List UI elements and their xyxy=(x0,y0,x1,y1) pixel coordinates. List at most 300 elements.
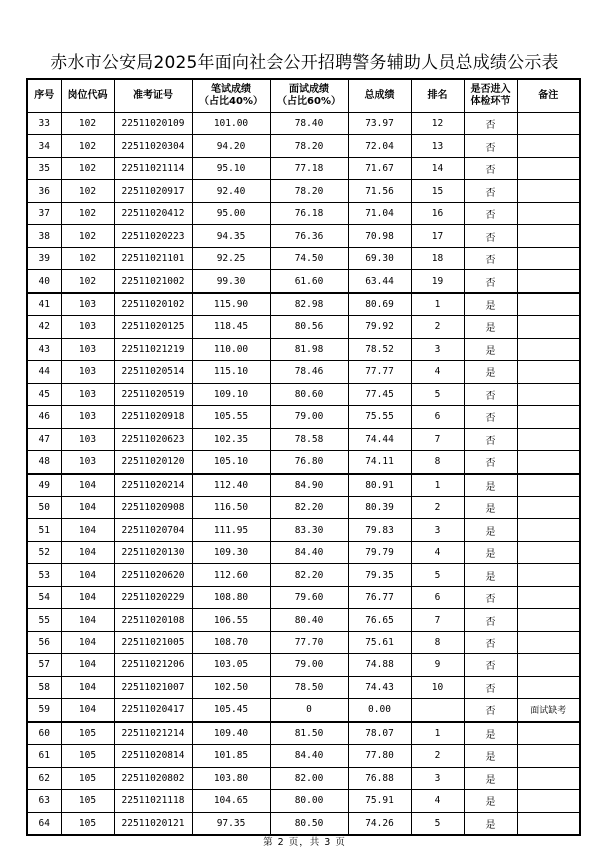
cell-post-code: 102 xyxy=(61,135,114,157)
cell-physical-exam: 否 xyxy=(464,135,517,157)
cell-serial: 37 xyxy=(27,202,61,224)
cell-physical-exam: 否 xyxy=(464,699,517,722)
table-row xyxy=(27,247,580,269)
cell-serial: 39 xyxy=(27,247,61,269)
cell-physical-exam: 否 xyxy=(464,631,517,653)
cell-interview-score: 78.40 xyxy=(270,113,348,135)
cell-physical-exam: 是 xyxy=(464,519,517,541)
cell-remarks xyxy=(517,383,580,405)
cell-ticket-number: 22511020620 xyxy=(114,564,192,586)
cell-ticket-number: 22511020918 xyxy=(114,406,192,428)
cell-ticket-number: 22511020125 xyxy=(114,316,192,338)
cell-interview-score: 76.18 xyxy=(270,202,348,224)
header-ticket-number: 准考证号 xyxy=(114,79,192,113)
cell-total-score: 79.79 xyxy=(348,541,411,563)
cell-total-score: 75.91 xyxy=(348,790,411,812)
table-row xyxy=(27,113,580,135)
cell-written-score: 111.95 xyxy=(192,519,270,541)
cell-serial: 62 xyxy=(27,767,61,789)
cell-serial: 59 xyxy=(27,699,61,722)
cell-total-score: 80.91 xyxy=(348,474,411,497)
cell-rank: 1 xyxy=(411,722,464,745)
cell-written-score: 106.55 xyxy=(192,609,270,631)
cell-interview-score: 80.50 xyxy=(270,812,348,835)
page-indicator: 第 2 页，共 3 页 xyxy=(263,837,346,848)
cell-remarks xyxy=(517,496,580,518)
table-row xyxy=(27,270,580,293)
cell-written-score: 110.00 xyxy=(192,338,270,360)
cell-ticket-number: 22511020109 xyxy=(114,113,192,135)
table-row xyxy=(27,745,580,767)
cell-remarks xyxy=(517,676,580,698)
cell-post-code: 103 xyxy=(61,406,114,428)
cell-ticket-number: 22511020214 xyxy=(114,474,192,497)
cell-serial: 61 xyxy=(27,745,61,767)
cell-rank: 15 xyxy=(411,180,464,202)
cell-ticket-number: 22511020519 xyxy=(114,383,192,405)
table-row xyxy=(27,722,580,745)
cell-physical-exam: 否 xyxy=(464,451,517,474)
cell-total-score: 78.07 xyxy=(348,722,411,745)
cell-interview-score: 0 xyxy=(270,699,348,722)
cell-interview-score: 80.40 xyxy=(270,609,348,631)
cell-ticket-number: 22511020802 xyxy=(114,767,192,789)
cell-rank: 4 xyxy=(411,361,464,383)
table-row xyxy=(27,338,580,360)
table-row xyxy=(27,293,580,316)
cell-physical-exam: 是 xyxy=(464,474,517,497)
cell-interview-score: 78.58 xyxy=(270,428,348,450)
cell-total-score: 73.97 xyxy=(348,113,411,135)
cell-written-score: 92.25 xyxy=(192,247,270,269)
cell-interview-score: 77.18 xyxy=(270,157,348,179)
cell-serial: 34 xyxy=(27,135,61,157)
header-serial: 序号 xyxy=(27,79,61,113)
cell-interview-score: 79.00 xyxy=(270,406,348,428)
cell-ticket-number: 22511021206 xyxy=(114,654,192,676)
cell-interview-score: 78.20 xyxy=(270,180,348,202)
cell-serial: 50 xyxy=(27,496,61,518)
cell-total-score: 80.39 xyxy=(348,496,411,518)
cell-remarks xyxy=(517,157,580,179)
cell-serial: 45 xyxy=(27,383,61,405)
table-body xyxy=(27,113,580,836)
cell-remarks xyxy=(517,451,580,474)
cell-post-code: 103 xyxy=(61,293,114,316)
cell-post-code: 102 xyxy=(61,180,114,202)
cell-interview-score: 82.98 xyxy=(270,293,348,316)
cell-written-score: 103.05 xyxy=(192,654,270,676)
cell-post-code: 105 xyxy=(61,812,114,835)
cell-rank: 6 xyxy=(411,406,464,428)
cell-total-score: 76.88 xyxy=(348,767,411,789)
cell-post-code: 105 xyxy=(61,722,114,745)
cell-total-score: 77.80 xyxy=(348,745,411,767)
cell-rank: 2 xyxy=(411,745,464,767)
cell-written-score: 109.10 xyxy=(192,383,270,405)
cell-serial: 57 xyxy=(27,654,61,676)
cell-total-score: 69.30 xyxy=(348,247,411,269)
cell-serial: 46 xyxy=(27,406,61,428)
table-row xyxy=(27,361,580,383)
cell-post-code: 102 xyxy=(61,247,114,269)
cell-physical-exam: 否 xyxy=(464,113,517,135)
cell-ticket-number: 22511020412 xyxy=(114,202,192,224)
cell-ticket-number: 22511020304 xyxy=(114,135,192,157)
cell-remarks xyxy=(517,812,580,835)
cell-rank: 7 xyxy=(411,428,464,450)
cell-ticket-number: 22511020514 xyxy=(114,361,192,383)
cell-post-code: 105 xyxy=(61,745,114,767)
cell-remarks xyxy=(517,361,580,383)
cell-post-code: 104 xyxy=(61,699,114,722)
cell-serial: 64 xyxy=(27,812,61,835)
cell-serial: 53 xyxy=(27,564,61,586)
cell-physical-exam: 是 xyxy=(464,745,517,767)
cell-total-score: 71.67 xyxy=(348,157,411,179)
cell-ticket-number: 22511021007 xyxy=(114,676,192,698)
cell-interview-score: 84.90 xyxy=(270,474,348,497)
cell-remarks xyxy=(517,767,580,789)
cell-post-code: 102 xyxy=(61,202,114,224)
cell-interview-score: 82.20 xyxy=(270,564,348,586)
cell-remarks xyxy=(517,654,580,676)
cell-rank: 5 xyxy=(411,564,464,586)
cell-ticket-number: 22511021114 xyxy=(114,157,192,179)
cell-remarks xyxy=(517,722,580,745)
cell-interview-score: 61.60 xyxy=(270,270,348,293)
cell-ticket-number: 22511020121 xyxy=(114,812,192,835)
cell-post-code: 104 xyxy=(61,676,114,698)
cell-written-score: 99.30 xyxy=(192,270,270,293)
cell-rank: 18 xyxy=(411,247,464,269)
cell-written-score: 95.00 xyxy=(192,202,270,224)
cell-post-code: 104 xyxy=(61,631,114,653)
cell-rank: 3 xyxy=(411,338,464,360)
cell-remarks: 面试缺考 xyxy=(517,699,580,722)
cell-written-score: 112.40 xyxy=(192,474,270,497)
cell-interview-score: 80.00 xyxy=(270,790,348,812)
cell-physical-exam: 否 xyxy=(464,609,517,631)
cell-ticket-number: 22511021005 xyxy=(114,631,192,653)
cell-serial: 49 xyxy=(27,474,61,497)
cell-physical-exam: 否 xyxy=(464,428,517,450)
cell-total-score: 77.45 xyxy=(348,383,411,405)
table-row xyxy=(27,541,580,563)
cell-ticket-number: 22511020908 xyxy=(114,496,192,518)
cell-written-score: 118.45 xyxy=(192,316,270,338)
cell-total-score: 74.11 xyxy=(348,451,411,474)
cell-serial: 55 xyxy=(27,609,61,631)
cell-physical-exam: 否 xyxy=(464,270,517,293)
header-remarks: 备注 xyxy=(517,79,580,113)
cell-written-score: 109.40 xyxy=(192,722,270,745)
cell-interview-score: 82.20 xyxy=(270,496,348,518)
cell-remarks xyxy=(517,180,580,202)
cell-remarks xyxy=(517,790,580,812)
cell-remarks xyxy=(517,247,580,269)
cell-written-score: 116.50 xyxy=(192,496,270,518)
cell-physical-exam: 是 xyxy=(464,361,517,383)
cell-serial: 41 xyxy=(27,293,61,316)
cell-rank: 6 xyxy=(411,586,464,608)
cell-rank: 5 xyxy=(411,383,464,405)
cell-ticket-number: 22511020229 xyxy=(114,586,192,608)
cell-remarks xyxy=(517,270,580,293)
cell-rank: 12 xyxy=(411,113,464,135)
cell-rank: 1 xyxy=(411,474,464,497)
table-row xyxy=(27,180,580,202)
cell-interview-score: 78.46 xyxy=(270,361,348,383)
cell-ticket-number: 22511021002 xyxy=(114,270,192,293)
cell-interview-score: 80.56 xyxy=(270,316,348,338)
cell-total-score: 79.35 xyxy=(348,564,411,586)
cell-total-score: 74.88 xyxy=(348,654,411,676)
cell-ticket-number: 22511020704 xyxy=(114,519,192,541)
cell-remarks xyxy=(517,135,580,157)
cell-total-score: 77.77 xyxy=(348,361,411,383)
cell-remarks xyxy=(517,316,580,338)
cell-post-code: 102 xyxy=(61,270,114,293)
header-post-code: 岗位代码 xyxy=(61,79,114,113)
cell-post-code: 104 xyxy=(61,609,114,631)
cell-post-code: 104 xyxy=(61,654,114,676)
table-row xyxy=(27,564,580,586)
table-row xyxy=(27,699,580,722)
cell-total-score: 75.61 xyxy=(348,631,411,653)
cell-physical-exam: 是 xyxy=(464,722,517,745)
cell-rank: 14 xyxy=(411,157,464,179)
cell-written-score: 108.70 xyxy=(192,631,270,653)
cell-post-code: 104 xyxy=(61,519,114,541)
cell-physical-exam: 是 xyxy=(464,338,517,360)
cell-serial: 38 xyxy=(27,225,61,247)
cell-ticket-number: 22511021118 xyxy=(114,790,192,812)
cell-ticket-number: 22511020417 xyxy=(114,699,192,722)
cell-serial: 40 xyxy=(27,270,61,293)
table-row xyxy=(27,790,580,812)
cell-written-score: 105.55 xyxy=(192,406,270,428)
cell-physical-exam: 否 xyxy=(464,406,517,428)
cell-serial: 54 xyxy=(27,586,61,608)
cell-written-score: 94.20 xyxy=(192,135,270,157)
cell-ticket-number: 22511020814 xyxy=(114,745,192,767)
cell-post-code: 103 xyxy=(61,316,114,338)
cell-interview-score: 74.50 xyxy=(270,247,348,269)
cell-post-code: 103 xyxy=(61,428,114,450)
table-header-row xyxy=(27,79,580,113)
cell-written-score: 115.90 xyxy=(192,293,270,316)
cell-total-score: 74.43 xyxy=(348,676,411,698)
cell-serial: 51 xyxy=(27,519,61,541)
table-row xyxy=(27,157,580,179)
cell-rank: 16 xyxy=(411,202,464,224)
cell-rank: 2 xyxy=(411,316,464,338)
cell-physical-exam: 否 xyxy=(464,383,517,405)
cell-total-score: 71.04 xyxy=(348,202,411,224)
cell-post-code: 104 xyxy=(61,586,114,608)
cell-remarks xyxy=(517,631,580,653)
cell-interview-score: 79.00 xyxy=(270,654,348,676)
cell-rank: 4 xyxy=(411,541,464,563)
cell-rank: 8 xyxy=(411,451,464,474)
cell-rank: 13 xyxy=(411,135,464,157)
cell-interview-score: 77.70 xyxy=(270,631,348,653)
header-interview-score: 面试成绩 （占比60%） xyxy=(270,79,348,113)
cell-remarks xyxy=(517,225,580,247)
cell-serial: 36 xyxy=(27,180,61,202)
cell-post-code: 104 xyxy=(61,496,114,518)
table-row xyxy=(27,767,580,789)
cell-total-score: 71.56 xyxy=(348,180,411,202)
table-row xyxy=(27,676,580,698)
cell-physical-exam: 否 xyxy=(464,676,517,698)
cell-post-code: 105 xyxy=(61,790,114,812)
cell-remarks xyxy=(517,586,580,608)
cell-interview-score: 79.60 xyxy=(270,586,348,608)
cell-interview-score: 76.36 xyxy=(270,225,348,247)
cell-rank: 2 xyxy=(411,496,464,518)
cell-physical-exam: 否 xyxy=(464,180,517,202)
cell-ticket-number: 22511020623 xyxy=(114,428,192,450)
cell-written-score: 103.80 xyxy=(192,767,270,789)
cell-post-code: 103 xyxy=(61,338,114,360)
cell-rank: 8 xyxy=(411,631,464,653)
cell-rank: 5 xyxy=(411,812,464,835)
cell-total-score: 63.44 xyxy=(348,270,411,293)
cell-written-score: 105.45 xyxy=(192,699,270,722)
table-row xyxy=(27,428,580,450)
table-row xyxy=(27,519,580,541)
cell-written-score: 109.30 xyxy=(192,541,270,563)
header-physical-exam: 是否进入 体检环节 xyxy=(464,79,517,113)
cell-physical-exam: 是 xyxy=(464,541,517,563)
cell-total-score: 79.83 xyxy=(348,519,411,541)
table-row xyxy=(27,406,580,428)
cell-rank: 3 xyxy=(411,519,464,541)
cell-total-score: 74.44 xyxy=(348,428,411,450)
cell-serial: 63 xyxy=(27,790,61,812)
cell-rank: 1 xyxy=(411,293,464,316)
cell-remarks xyxy=(517,745,580,767)
cell-physical-exam: 是 xyxy=(464,790,517,812)
cell-written-score: 102.50 xyxy=(192,676,270,698)
cell-post-code: 103 xyxy=(61,451,114,474)
header-rank: 排名 xyxy=(411,79,464,113)
cell-rank: 4 xyxy=(411,790,464,812)
cell-interview-score: 84.40 xyxy=(270,745,348,767)
cell-physical-exam: 否 xyxy=(464,157,517,179)
table-row xyxy=(27,135,580,157)
cell-remarks xyxy=(517,474,580,497)
cell-physical-exam: 是 xyxy=(464,767,517,789)
cell-total-score: 75.55 xyxy=(348,406,411,428)
cell-written-score: 104.65 xyxy=(192,790,270,812)
cell-remarks xyxy=(517,406,580,428)
cell-rank: 9 xyxy=(411,654,464,676)
cell-written-score: 108.80 xyxy=(192,586,270,608)
cell-serial: 35 xyxy=(27,157,61,179)
cell-total-score: 79.92 xyxy=(348,316,411,338)
cell-serial: 42 xyxy=(27,316,61,338)
cell-serial: 60 xyxy=(27,722,61,745)
table-row xyxy=(27,383,580,405)
table-row xyxy=(27,654,580,676)
cell-physical-exam: 否 xyxy=(464,225,517,247)
cell-remarks xyxy=(517,519,580,541)
table-row xyxy=(27,225,580,247)
header-total-score: 总成绩 xyxy=(348,79,411,113)
cell-remarks xyxy=(517,609,580,631)
cell-remarks xyxy=(517,113,580,135)
cell-post-code: 102 xyxy=(61,157,114,179)
cell-rank: 19 xyxy=(411,270,464,293)
cell-interview-score: 76.80 xyxy=(270,451,348,474)
cell-remarks xyxy=(517,202,580,224)
cell-written-score: 112.60 xyxy=(192,564,270,586)
cell-serial: 33 xyxy=(27,113,61,135)
cell-physical-exam: 否 xyxy=(464,654,517,676)
table-row xyxy=(27,202,580,224)
cell-post-code: 104 xyxy=(61,474,114,497)
cell-written-score: 102.35 xyxy=(192,428,270,450)
cell-remarks xyxy=(517,428,580,450)
cell-interview-score: 81.50 xyxy=(270,722,348,745)
table-row xyxy=(27,609,580,631)
cell-total-score: 0.00 xyxy=(348,699,411,722)
table-row xyxy=(27,451,580,474)
cell-interview-score: 80.60 xyxy=(270,383,348,405)
cell-total-score: 78.52 xyxy=(348,338,411,360)
cell-physical-exam: 否 xyxy=(464,202,517,224)
cell-rank: 3 xyxy=(411,767,464,789)
cell-written-score: 92.40 xyxy=(192,180,270,202)
cell-post-code: 102 xyxy=(61,225,114,247)
cell-interview-score: 78.50 xyxy=(270,676,348,698)
cell-written-score: 101.00 xyxy=(192,113,270,135)
cell-serial: 43 xyxy=(27,338,61,360)
cell-serial: 48 xyxy=(27,451,61,474)
cell-post-code: 104 xyxy=(61,541,114,563)
cell-ticket-number: 22511020102 xyxy=(114,293,192,316)
cell-ticket-number: 22511020108 xyxy=(114,609,192,631)
cell-rank: 17 xyxy=(411,225,464,247)
cell-written-score: 97.35 xyxy=(192,812,270,835)
cell-physical-exam: 是 xyxy=(464,564,517,586)
cell-written-score: 95.10 xyxy=(192,157,270,179)
cell-physical-exam: 是 xyxy=(464,496,517,518)
cell-interview-score: 82.00 xyxy=(270,767,348,789)
table-row xyxy=(27,631,580,653)
table-row xyxy=(27,812,580,835)
cell-ticket-number: 22511021214 xyxy=(114,722,192,745)
cell-post-code: 103 xyxy=(61,383,114,405)
cell-total-score: 70.98 xyxy=(348,225,411,247)
cell-ticket-number: 22511020917 xyxy=(114,180,192,202)
cell-post-code: 102 xyxy=(61,113,114,135)
cell-ticket-number: 22511021101 xyxy=(114,247,192,269)
cell-ticket-number: 22511021219 xyxy=(114,338,192,360)
cell-remarks xyxy=(517,564,580,586)
cell-rank: 7 xyxy=(411,609,464,631)
cell-serial: 56 xyxy=(27,631,61,653)
cell-ticket-number: 22511020130 xyxy=(114,541,192,563)
cell-post-code: 104 xyxy=(61,564,114,586)
cell-remarks xyxy=(517,338,580,360)
cell-written-score: 115.10 xyxy=(192,361,270,383)
cell-physical-exam: 是 xyxy=(464,812,517,835)
cell-serial: 47 xyxy=(27,428,61,450)
